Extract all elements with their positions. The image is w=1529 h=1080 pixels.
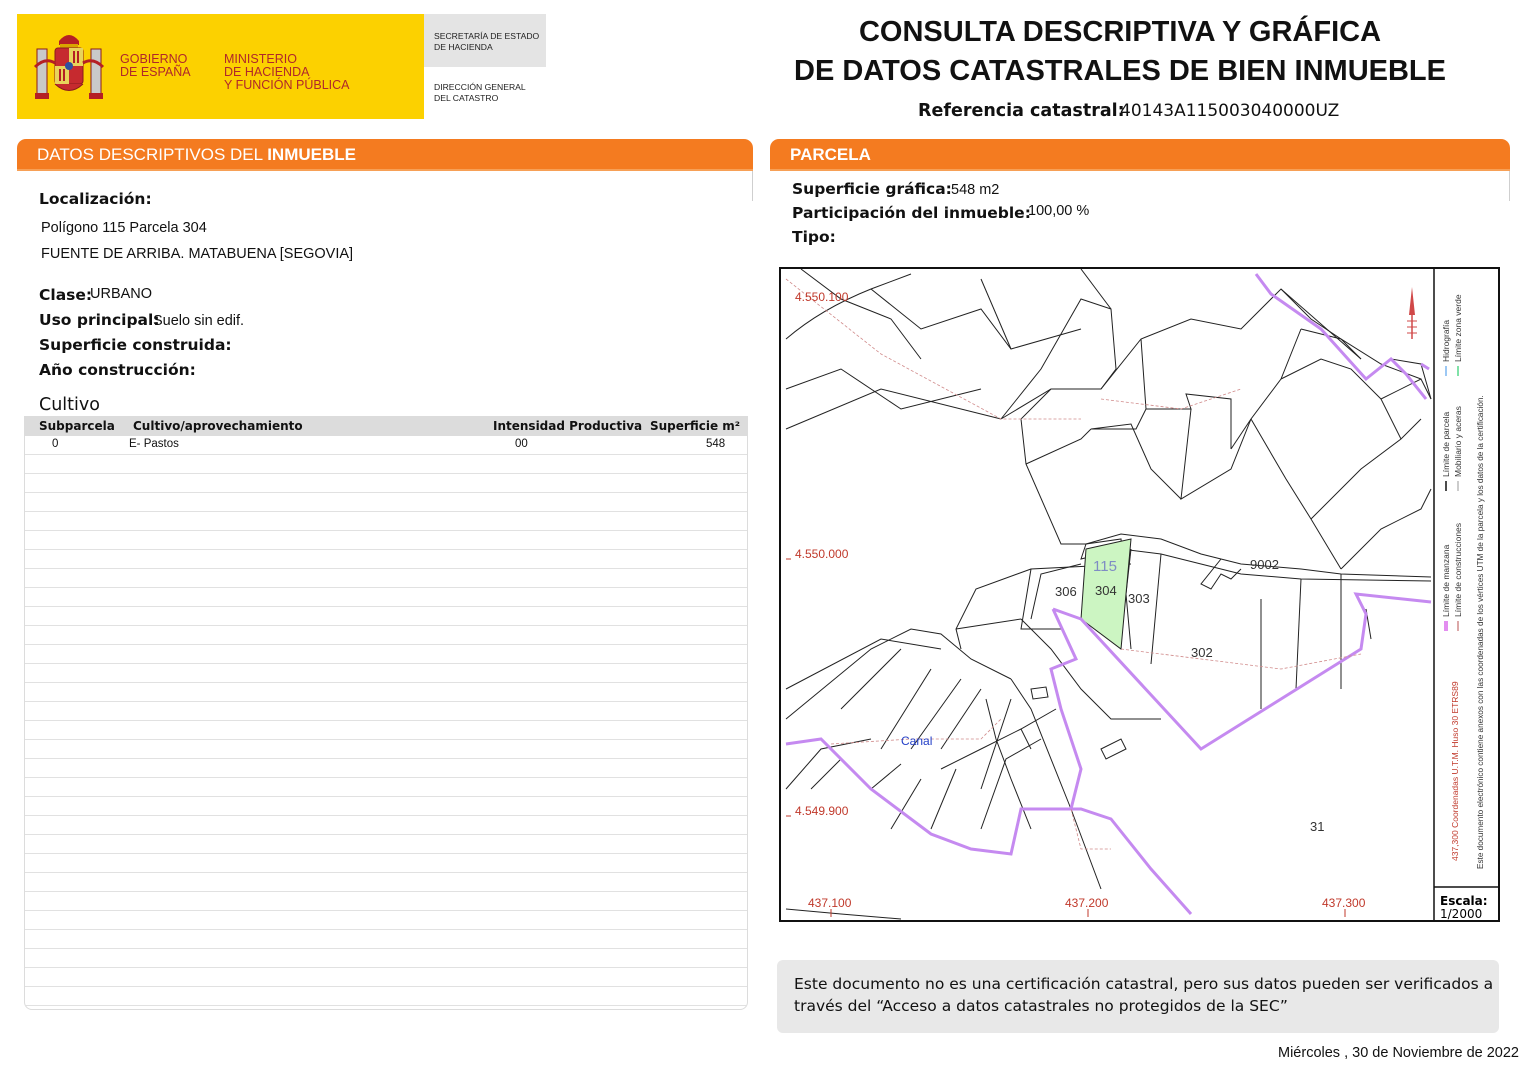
coat-of-arms-icon	[33, 27, 105, 103]
parcela-header	[770, 139, 1510, 169]
table-row-line	[25, 511, 747, 512]
page-title-line2: DE DATOS CATASTRALES DE BIEN INMUEBLE	[794, 55, 1446, 87]
direccion-label	[434, 82, 526, 103]
col-cultivo: Cultivo/aprovechamiento	[133, 419, 303, 433]
table-row-line	[25, 682, 747, 683]
gobierno-label	[120, 53, 191, 79]
ref-value: 40143A115003040000UZ	[1120, 101, 1340, 121]
map-x-label: 437.300	[1322, 896, 1366, 910]
clase-value: URBANO	[90, 286, 153, 302]
anio-construccion-label: Año construcción:	[39, 361, 196, 379]
footer-date: Miércoles , 30 de Noviembre de 2022	[1278, 1045, 1519, 1061]
table-row-line	[25, 549, 747, 550]
table-row-line	[25, 473, 747, 474]
superficie-construida-label: Superficie construida:	[39, 336, 232, 354]
right-side-rule	[1509, 171, 1510, 201]
ministerio-line: Y FUNCIÓN PÚBLICA	[224, 78, 350, 92]
table-row-line	[25, 967, 747, 968]
legend-coords: 437,300 Coordenadas U.T.M. Huso 30 ETRS89	[1450, 681, 1460, 861]
col-intensidad: Intensidad Productiva	[493, 419, 643, 433]
legend-zona-verde: Límite zona verde	[1453, 294, 1463, 362]
legend-limite-parcela: Límite de parcela	[1441, 411, 1451, 477]
table-row-line	[25, 701, 747, 702]
cultivo-table	[24, 416, 748, 1010]
cultivo-table-header	[25, 417, 747, 436]
map-label-31: 31	[1310, 819, 1325, 834]
map-y-label: 4.549.900	[795, 804, 849, 818]
table-row-line	[25, 492, 747, 493]
map-label-9002: 9002	[1250, 557, 1279, 572]
table-row-line	[25, 986, 747, 987]
legend-limite-manzana: Límite de manzana	[1441, 544, 1451, 617]
page-title-line1: CONSULTA DESCRIPTIVA Y GRÁFICA	[858, 16, 1382, 48]
north-arrow-icon	[1407, 287, 1417, 339]
table-row-line	[25, 929, 747, 930]
table-row-line	[25, 948, 747, 949]
clase-label: Clase:	[39, 286, 93, 304]
legend-doc-note: Este documento electrónico contiene anexos con las coordenadas de los vértices UTM de la parcela y los datos de la certificación.	[1476, 395, 1485, 869]
table-row-line	[25, 644, 747, 645]
note-line2: través del “Acceso a datos catastrales no protegidos de la SEC”	[794, 997, 1288, 1015]
descriptivos-header	[17, 139, 753, 169]
map-label-115: 115	[1093, 558, 1117, 575]
table-row-line	[25, 815, 747, 816]
table-row-line	[25, 777, 747, 778]
table-row-line	[25, 454, 747, 455]
left-side-rule	[752, 171, 753, 201]
map-label-303: 303	[1128, 591, 1150, 606]
cell-subparcela: 0	[52, 438, 59, 450]
descriptivos-rule	[17, 169, 753, 171]
secretaria-line: SECRETARÍA DE ESTADO	[434, 31, 540, 41]
descriptivos-header-prefix: DATOS DESCRIPTIVOS DEL	[37, 145, 268, 164]
localizacion-line2: FUENTE DE ARRIBA. MATABUENA [SEGOVIA]	[41, 246, 354, 262]
tipo-label: Tipo:	[792, 228, 836, 246]
table-row-line	[25, 910, 747, 911]
superficie-grafica-value: 548 m2	[951, 182, 1000, 198]
map-label-canal: Canal	[901, 734, 933, 748]
table-row-line	[25, 1005, 747, 1006]
participacion-value: 100,00 %	[1028, 203, 1090, 219]
uso-value: Suelo sin edif.	[153, 313, 245, 329]
map-label-306: 306	[1055, 584, 1077, 599]
escala-label: Escala:	[1440, 894, 1488, 908]
table-row-line	[25, 530, 747, 531]
verification-note	[777, 960, 1499, 1033]
secretaria-line: DE HACIENDA	[434, 41, 493, 52]
superficie-grafica-label: Superficie gráfica:	[792, 180, 952, 198]
ministerio-line: MINISTERIO	[224, 52, 297, 66]
table-row-line	[25, 625, 747, 626]
descriptivos-header-strong: INMUEBLE	[267, 145, 356, 164]
table-row-line	[25, 720, 747, 721]
table-row-line	[25, 663, 747, 664]
table-row-line	[25, 606, 747, 607]
gobierno-line: DE ESPAÑA	[120, 65, 191, 79]
localizacion-line1: Polígono 115 Parcela 304	[41, 220, 207, 236]
map-y-label: 4.550.000	[795, 547, 849, 561]
parcela-rule	[770, 169, 1510, 171]
gobierno-line: GOBIERNO	[120, 52, 188, 66]
table-row-line	[25, 587, 747, 588]
map-x-label: 437.200	[1065, 896, 1109, 910]
map-x-label: 437.100	[808, 896, 852, 910]
participacion-label: Participación del inmueble:	[792, 204, 1031, 222]
escala-value: 1/2000	[1440, 907, 1483, 920]
table-row-line	[25, 853, 747, 854]
map-y-label: 4.550.100	[795, 290, 849, 304]
legend-hidrografia: Hidrografía	[1441, 319, 1451, 362]
cultivo-title: Cultivo	[39, 395, 100, 415]
direccion-line: DEL CATASTRO	[434, 92, 499, 103]
cell-cultivo: E- Pastos	[129, 438, 179, 450]
map-label-302: 302	[1191, 645, 1213, 660]
ministerio-line: DE HACIENDA	[224, 65, 310, 79]
table-row-line	[25, 568, 747, 569]
note-line1: Este documento no es una certificación catastral, pero sus datos pueden ser verificados a	[794, 975, 1494, 993]
ref-label: Referencia catastral:	[918, 101, 1125, 121]
map-label-304: 304	[1095, 583, 1117, 598]
table-row-line	[25, 758, 747, 759]
table-row-line	[25, 891, 747, 892]
cell-intensidad: 00	[515, 438, 528, 450]
table-row-line	[25, 796, 747, 797]
cell-superficie: 548	[706, 438, 726, 450]
legend-limite-construcciones: Límite de construcciones	[1453, 522, 1463, 617]
cadastral-map[interactable]	[779, 267, 1500, 922]
map-drawing	[781, 269, 1498, 920]
parcela-header-text: PARCELA	[790, 145, 871, 164]
direccion-line: DIRECCIÓN GENERAL	[434, 82, 526, 92]
uso-label: Uso principal:	[39, 311, 160, 329]
ministerio-label	[224, 53, 350, 92]
col-subparcela: Subparcela	[39, 419, 115, 433]
table-row-line	[25, 834, 747, 835]
table-row-line	[25, 739, 747, 740]
secretaria-label	[434, 31, 539, 52]
col-superficie: Superficie m²	[650, 419, 741, 433]
legend-mobiliario: Mobiliario y aceras	[1453, 406, 1463, 477]
table-row-line	[25, 872, 747, 873]
localizacion-label: Localización:	[39, 190, 152, 208]
